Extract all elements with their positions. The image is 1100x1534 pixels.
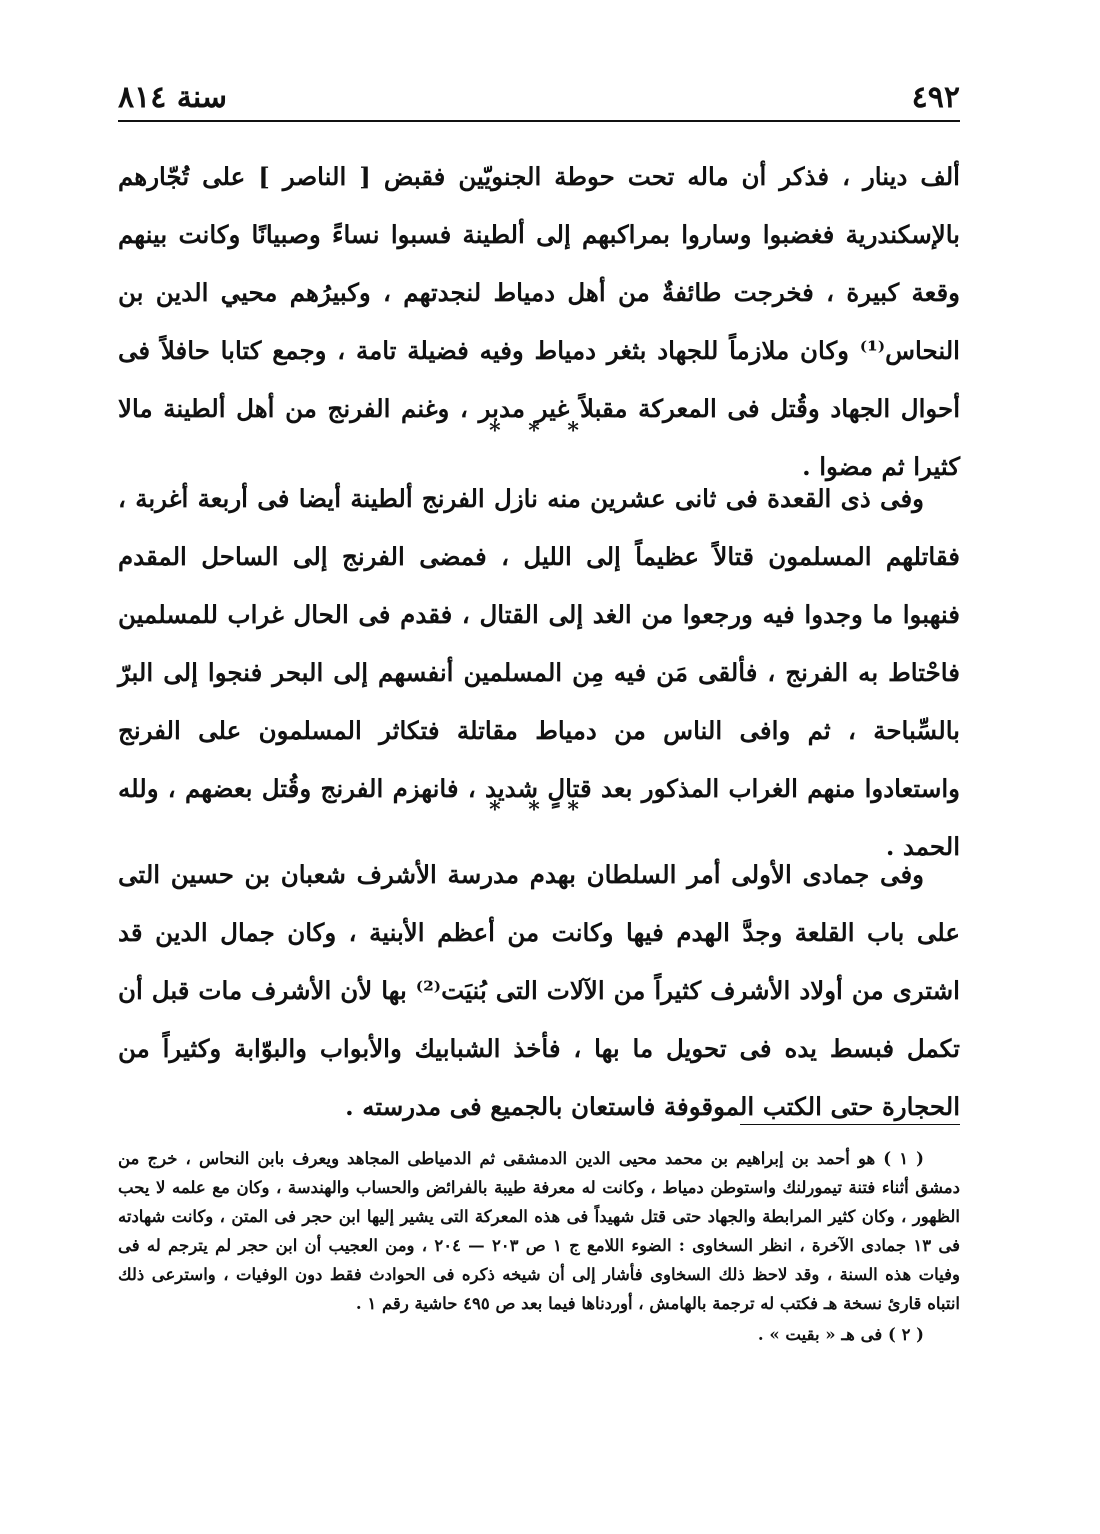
section-separator-1: * * * xyxy=(489,418,589,444)
paragraph-3: وفى جمادى الأولى أمر السلطان بهدم مدرسة الأشرف شعبان بن حسين التى على باب القلعة وجدَّ الهدم فيها وكانت من أعظم الأبنية ، وكان جمال الدين قد اشترى من أولاد الأشرف كثيراً من الآلات التى بُنيَت⁽²⁾ بها لأن الأشرف مات قبل أن تكمل فبسط يده فى تحويل ما بها ، فأخذ الشبابيك والأبواب والبوّابة وكثيراً من الحجارة حتى الكتب الموقوفة فاستعان بالجميع فى مدرسته . xyxy=(118,860,960,1121)
footnote-1: ( ١ ) هو أحمد بن إبراهيم بن محمد محيى الدين الدمشقى ثم الدمياطى المجاهد ويعرف بابن النحاس ، خرج من دمشق أثناء فتنة تيمورلنك واستوطن دمياط ، وكانت له معرفة طيبة بالفرائض والحساب والهندسة ، وكان مع علمه لا يحب الظهور ، وكان كثير المرابطة والجهاد حتى قتل شهيداً فى هذه المعركة التى يشير إليها ابن حجر فى المتن ، وكانت شهادته فى ١٣ جمادى الآخرة ، انظر السخاوى : الضوء اللامع ج ١ ص ٢٠٣ — ٢٠٤ ، ومن العجيب أن ابن حجر لم يترجم له فى وفيات هذه السنة ، وقد لاحظ ذلك السخاوى فأشار إلى أن شيخه ذكره فى الحوادث فقط دون الوفيات ، واسترعى ذلك انتباه قارئ نسخة هـ فكتب له ترجمة بالهامش ، أوردناها فيما بعد ص ٤٩٥ حاشية رقم ١ . xyxy=(118,1149,960,1313)
page-header xyxy=(118,70,960,122)
footnote-2: ( ٢ ) فى هـ « بقيت » . xyxy=(757,1325,924,1344)
section-separator-2: * * * xyxy=(489,797,589,823)
paragraph-1: ألف دينار ، فذكر أن ماله تحت حوطة الجنويّين فقبض [ الناصر ] على تُجّارهم بالإسكندرية فغضبوا وساروا بمراكبهم إلى ألطينة فسبوا نساءً وصبيانًا وكانت بينهم وقعة كبيرة ، فخرجت طائفةٌ من أهل دمياط لنجدتهم ، وكبيرُهم محيي الدين بن النحاس⁽¹⁾ وكان ملازماً للجهاد بثغر دمياط وفيه فضيلة تامة ، وجمع كتابا حافلاً فى أحوال الجهاد وقُتل فى المعركة مقبلاً غير مدبر ، وغنم الفرنج من أهل ألطينة مالا كثيرا ثم مضوا . xyxy=(118,162,960,481)
page-number: ٤٩٢ xyxy=(911,80,960,115)
year-heading: سنة ٨١٤ xyxy=(118,80,228,115)
footnotes-section xyxy=(118,1144,960,1349)
paragraph-2: وفى ذى القعدة فى ثانى عشرين منه نازل الفرنج ألطينة أيضا فى أربعة أغربة ، فقاتلهم المسلمون قتالاً عظيماً إلى الليل ، فمضى الفرنج إلى الساحل المقدم فنهبوا ما وجدوا فيه ورجعوا من الغد إلى القتال ، فقدم فى الحال غراب للمسلمين فاحْتاط به الفرنج ، فألقى مَن فيه مِن المسلمين أنفسهم إلى البحر فنجوا إلى البرّ بالسِّباحة ، ثم وافى الناس من دمياط مقاتلة فتكاثر المسلمون على الفرنج واستعادوا منهم الغراب المذكور بعد قتالٍ شديد ، فانهزم الفرنج وقُتل بعضهم ، ولله الحمد . xyxy=(118,484,960,861)
footnote-divider xyxy=(740,1124,960,1125)
